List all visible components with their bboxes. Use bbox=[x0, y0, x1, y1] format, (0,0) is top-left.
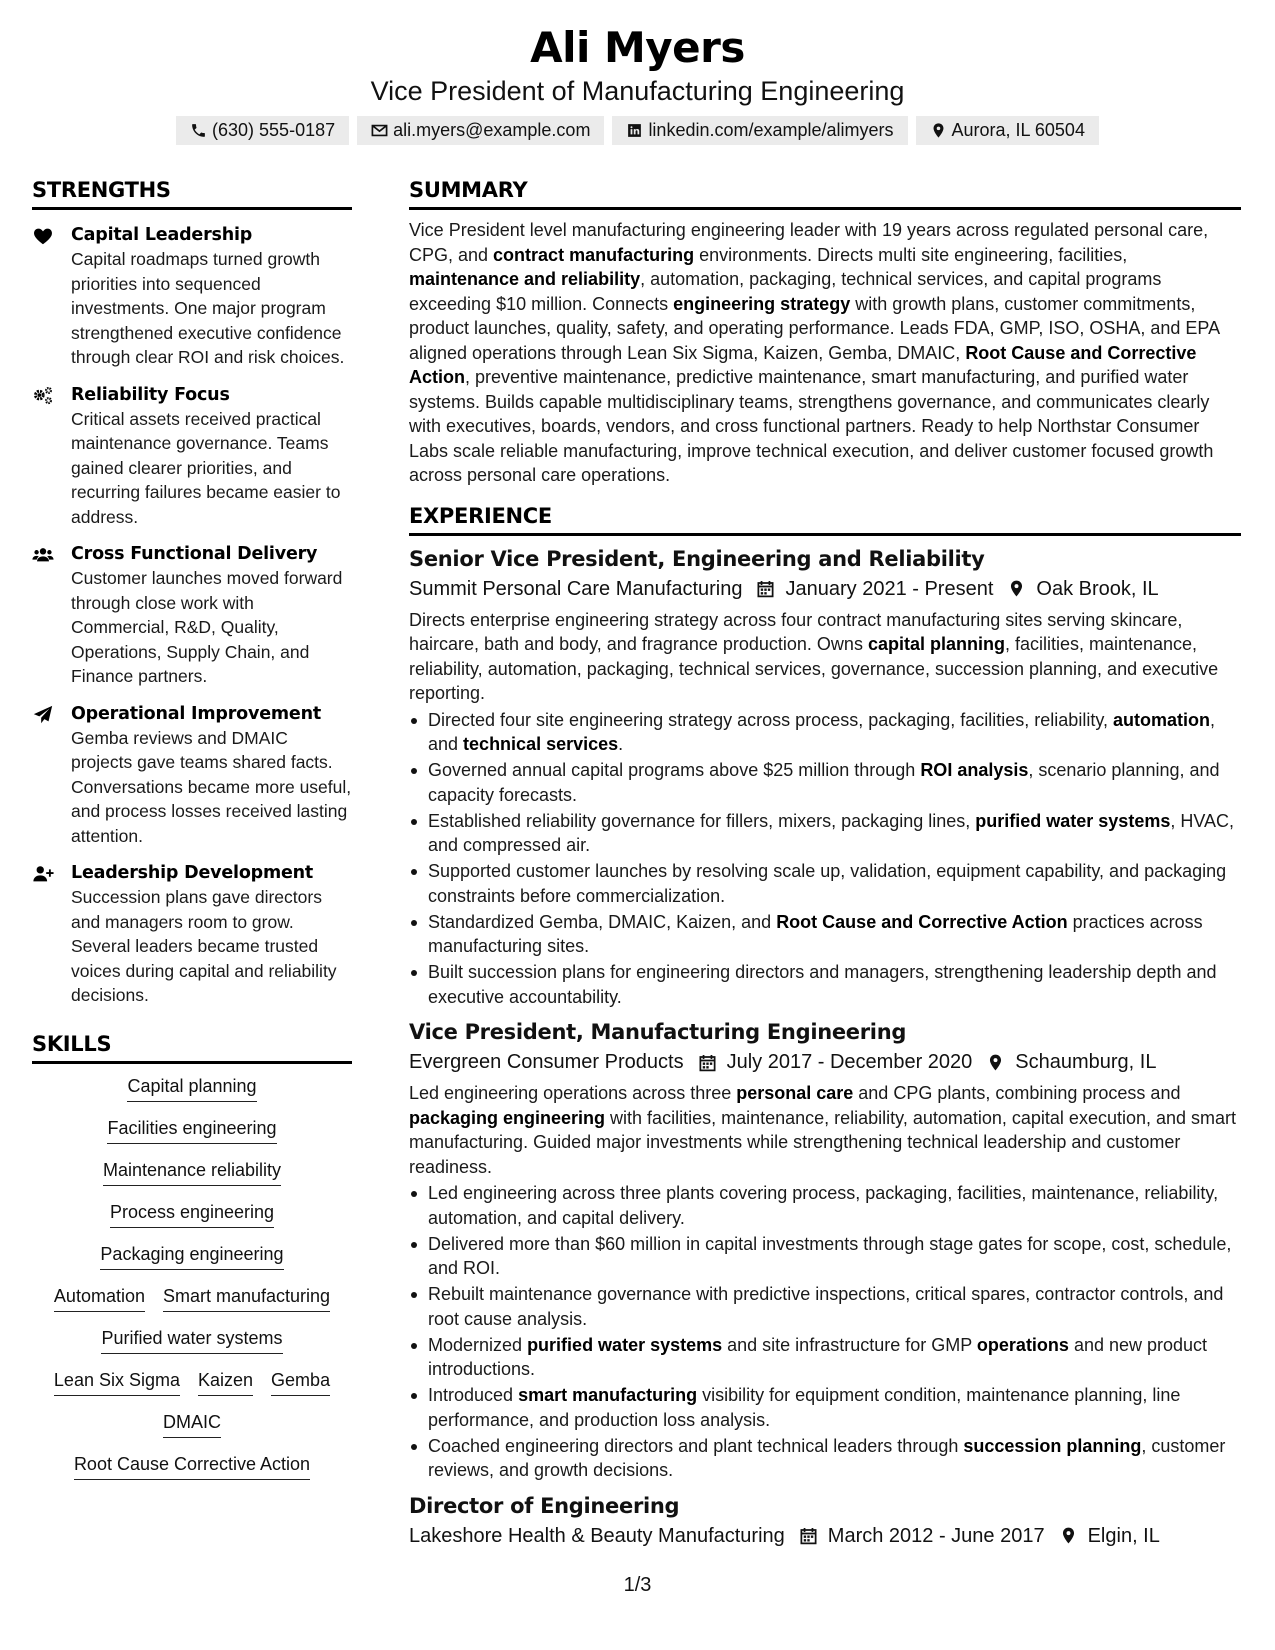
linkedin-icon bbox=[626, 122, 643, 139]
job-location: Elgin, IL bbox=[1087, 1524, 1160, 1547]
job-meta bbox=[409, 1047, 1241, 1077]
job-meta bbox=[409, 574, 1241, 604]
job-title: Senior Vice President, Engineering and Reliability bbox=[409, 546, 985, 571]
map-marker-icon bbox=[986, 1053, 1005, 1072]
bullet-item: Built succession plans for engineering directors and managers, strengthening leadership depth and executive accountability. bbox=[409, 960, 1241, 1009]
summary-text: Vice President level manufacturing engineering leader with 19 years across regulated personal care, CPG, and contract manufacturing environments. Directs multi site engineering, facilities, maintenance and reliability, automation, packaging, technical services, and capital programs exceeding $10 million. Connects engineering strategy with growth plans, customer commitments, product launches, quality, safety, and operating performance. Leads FDA, GMP, ISO, OSHA, and EPA aligned operations through Lean Six Sigma, Kaizen, Gemba, DMAIC, Root Cause and Corrective Action, preventive maintenance, predictive maintenance, smart manufacturing, and purified water systems. Builds capable multidisciplinary teams, strengthens governance, and communicates clearly with executives, boards, vendors, and cross functional partners. Ready to help Northstar Consumer Labs scale reliable manufacturing, improve technical execution, and deliver customer focused growth across personal care operations. bbox=[409, 220, 1220, 485]
strength-title: Operational Improvement bbox=[71, 703, 321, 724]
skill-tag: Kaizen bbox=[198, 1368, 253, 1396]
skill-row bbox=[32, 1242, 352, 1270]
resume-header bbox=[0, 22, 1275, 145]
job-dates: July 2017 - December 2020 bbox=[726, 1051, 973, 1073]
contact-location bbox=[916, 116, 1099, 145]
candidate-name: Ali Myers bbox=[530, 23, 745, 72]
strength-item bbox=[32, 542, 352, 689]
skill-tag: Packaging engineering bbox=[100, 1242, 283, 1270]
job-dates: January 2021 - Present bbox=[785, 577, 994, 600]
strength-text: Customer launches moved forward through close work with Commercial, R&D, Quality, Operations, Supply Chain, and Finance partners. bbox=[71, 568, 343, 686]
job-location: Oak Brook, IL bbox=[1036, 577, 1159, 600]
summary-heading: SUMMARY bbox=[409, 176, 1241, 210]
contact-phone[interactable] bbox=[176, 116, 349, 145]
gears-icon bbox=[32, 385, 54, 407]
job-bullets bbox=[409, 708, 1241, 1010]
phone-icon bbox=[190, 122, 207, 139]
calendar-icon bbox=[698, 1053, 717, 1072]
bullet-item: Established reliability governance for fillers, mixers, packaging lines, purified water systems, HVAC, and compressed air. bbox=[409, 809, 1241, 858]
job-meta bbox=[409, 1521, 1241, 1551]
strength-text: Succession plans gave directors and managers room to grow. Several leaders became trusted voices during capital and reliability decisions. bbox=[71, 887, 337, 1005]
job-company: Summit Personal Care Manufacturing bbox=[409, 577, 743, 600]
job-title: Vice President, Manufacturing Engineering bbox=[409, 1020, 907, 1044]
candidate-title: Vice President of Manufacturing Engineering bbox=[370, 76, 905, 106]
skill-tag: Capital planning bbox=[127, 1074, 256, 1102]
users-icon bbox=[32, 544, 54, 566]
bullet-item: Supported customer launches by resolving scale up, validation, equipment capability, and packaging constraints before commercialization. bbox=[409, 859, 1241, 908]
bullet-item: Delivered more than $60 million in capital investments through stage gates for scope, cost, schedule, and ROI. bbox=[409, 1232, 1241, 1281]
strength-text: Capital roadmaps turned growth priorities into sequenced investments. One major program strengthened executive confidence through clear ROI and risk choices. bbox=[71, 249, 345, 367]
bullet-item: Led engineering across three plants covering process, packaging, facilities, maintenance, reliability, automation, and capital delivery. bbox=[409, 1181, 1241, 1230]
skill-row bbox=[32, 1158, 352, 1186]
strengths-heading: STRENGTHS bbox=[32, 176, 352, 210]
bullet-item: Modernized purified water systems and site infrastructure for GMP operations and new product introductions. bbox=[409, 1333, 1241, 1382]
map-marker-icon bbox=[930, 122, 947, 139]
job-title: Director of Engineering bbox=[409, 1493, 680, 1518]
left-column bbox=[32, 176, 352, 1480]
job-entry bbox=[409, 1017, 1241, 1483]
strength-title: Capital Leadership bbox=[71, 225, 253, 245]
paper-plane-icon bbox=[32, 704, 54, 726]
job-company: Lakeshore Health & Beauty Manufacturing bbox=[409, 1524, 785, 1547]
strength-title: Reliability Focus bbox=[71, 384, 230, 405]
job-dates: March 2012 - June 2017 bbox=[827, 1524, 1045, 1547]
strength-text: Gemba reviews and DMAIC projects gave teams shared facts. Conversations became more useful, and process losses received lasting attention. bbox=[71, 727, 352, 846]
skill-tag: Lean Six Sigma bbox=[54, 1368, 180, 1396]
skill-tag: DMAIC bbox=[163, 1410, 221, 1438]
experience-heading: EXPERIENCE bbox=[409, 502, 1241, 536]
skill-row bbox=[32, 1116, 352, 1144]
strength-title: Cross Functional Delivery bbox=[71, 544, 318, 564]
bullet-item: Rebuilt maintenance governance with predictive inspections, critical spares, contractor controls, and root cause analysis. bbox=[409, 1282, 1241, 1331]
bullet-item: Directed four site engineering strategy across process, packaging, facilities, reliability, automation, and technical services. bbox=[409, 708, 1241, 757]
map-marker-icon bbox=[1007, 579, 1026, 598]
skills-heading: SKILLS bbox=[32, 1030, 352, 1064]
job-company: Evergreen Consumer Products bbox=[409, 1051, 684, 1073]
skill-row bbox=[32, 1452, 352, 1480]
job-description: Led engineering operations across three personal care and CPG plants, combining process and packaging engineering with facilities, maintenance, reliability, automation, capital execution, and smart manufacturing. Guided major investments while strengthening technical leadership and customer readiness. bbox=[409, 1083, 1237, 1177]
skills-list bbox=[32, 1074, 352, 1480]
bullet-item: Coached engineering directors and plant technical leaders through succession planning, customer reviews, and growth decisions. bbox=[409, 1434, 1241, 1483]
job-entry bbox=[409, 1491, 1241, 1551]
skill-tag: Maintenance reliability bbox=[103, 1158, 281, 1186]
skill-tag: Facilities engineering bbox=[107, 1116, 276, 1144]
skill-tag: Smart manufacturing bbox=[163, 1284, 330, 1312]
skill-row bbox=[32, 1326, 352, 1354]
strength-item bbox=[32, 223, 352, 370]
skill-tag: Gemba bbox=[271, 1368, 330, 1396]
skill-row bbox=[32, 1368, 352, 1396]
strength-title: Leadership Development bbox=[71, 863, 314, 883]
job-entry bbox=[409, 544, 1241, 1010]
skill-tag: Process engineering bbox=[110, 1200, 274, 1228]
calendar-icon bbox=[756, 579, 775, 598]
page-number: 1/3 bbox=[623, 1574, 652, 1596]
contact-bar bbox=[0, 116, 1275, 145]
linkedin-text: linkedin.com/example/alimyers bbox=[648, 120, 894, 140]
contact-linkedin[interactable] bbox=[612, 116, 907, 145]
job-location: Schaumburg, IL bbox=[1015, 1051, 1157, 1073]
contact-email[interactable] bbox=[357, 116, 604, 145]
envelope-icon bbox=[371, 122, 388, 139]
bullet-item: Introduced smart manufacturing visibility for equipment condition, maintenance planning, line performance, and production loss analysis. bbox=[409, 1383, 1241, 1432]
job-bullets bbox=[409, 1181, 1241, 1483]
location-text: Aurora, IL 60504 bbox=[951, 120, 1085, 140]
right-column bbox=[409, 176, 1241, 1551]
skill-row bbox=[32, 1284, 352, 1312]
skill-row bbox=[32, 1410, 352, 1438]
phone-text: (630) 555-0187 bbox=[212, 120, 336, 140]
strength-text: Critical assets received practical maintenance governance. Teams gained clearer priorities, and recurring failures became easier to address. bbox=[71, 408, 341, 527]
map-marker-icon bbox=[1059, 1526, 1078, 1545]
skill-tag: Automation bbox=[54, 1284, 145, 1312]
strength-item bbox=[32, 702, 352, 849]
strength-item bbox=[32, 861, 352, 1008]
skill-tag: Purified water systems bbox=[101, 1326, 282, 1354]
user-plus-icon bbox=[32, 863, 54, 885]
strength-item bbox=[32, 383, 352, 530]
skill-row bbox=[32, 1074, 352, 1102]
skill-row bbox=[32, 1200, 352, 1228]
email-text: ali.myers@example.com bbox=[393, 120, 591, 140]
skill-tag: Root Cause Corrective Action bbox=[74, 1452, 310, 1480]
job-description: Directs enterprise engineering strategy across four contract manufacturing sites serving skincare, haircare, bath and body, and fragrance production. Owns capital planning, facilities, maintenance, reliability, automation, packaging, technical services, governance, succession planning, and executive reporting. bbox=[409, 609, 1219, 703]
bullet-item: Standardized Gemba, DMAIC, Kaizen, and Root Cause and Corrective Action practices across manufacturing sites. bbox=[409, 910, 1241, 959]
heart-icon bbox=[32, 225, 54, 247]
calendar-icon bbox=[799, 1526, 818, 1545]
bullet-item: Governed annual capital programs above $25 million through ROI analysis, scenario planning, and capacity forecasts. bbox=[409, 758, 1241, 807]
